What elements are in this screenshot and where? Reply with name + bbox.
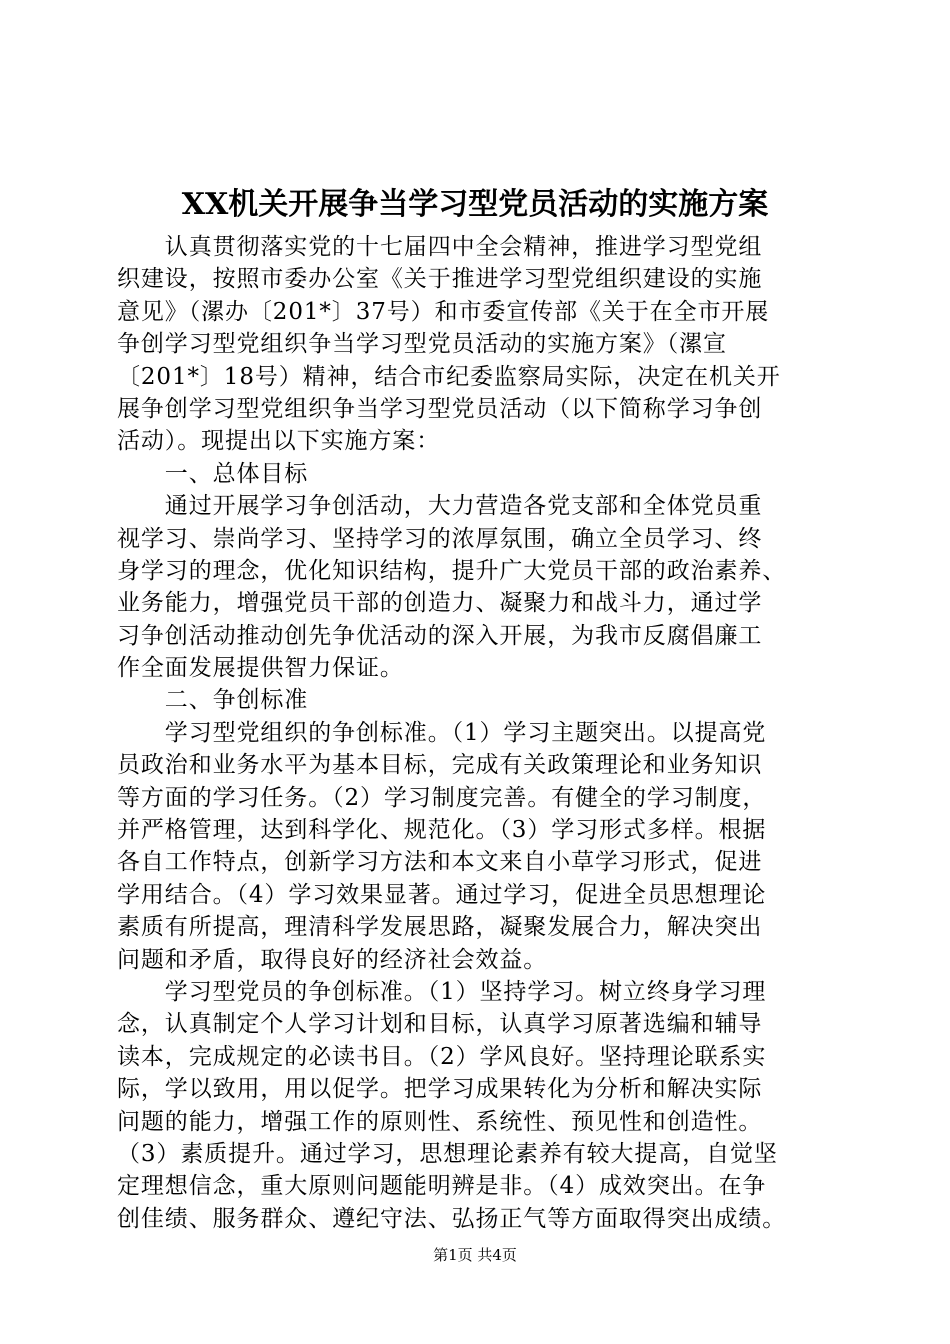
body-line: 学习型党组织的争创标准。（1）学习主题突出。以提高党 [117, 719, 767, 746]
section-heading: 一、总体目标 [117, 460, 309, 487]
body-line: 际，学以致用，用以促学。把学习成果转化为分析和解决实际 [117, 1076, 763, 1103]
body-line: 素质有所提高，理清科学发展思路，凝聚发展合力，解决突出 [117, 914, 763, 941]
section-heading: 二、争创标准 [117, 687, 309, 714]
body-line: 业务能力，增强党员干部的创造力、凝聚力和战斗力，通过学 [117, 590, 763, 617]
body-line: 视学习、崇尚学习、坚持学习的浓厚氛围，确立全员学习、终 [117, 525, 763, 552]
body-line: 通过开展学习争创活动，大力营造各党支部和全体党员重 [117, 493, 763, 520]
body-line: 员政治和业务水平为基本目标，完成有关政策理论和业务知识 [117, 752, 763, 779]
body-line: 念，认真制定个人学习计划和目标，认真学习原著选编和辅导 [117, 1011, 763, 1038]
document-body [117, 231, 837, 1235]
body-line: 等方面的学习任务。（2）学习制度完善。有健全的学习制度， [117, 784, 767, 811]
body-line: 学用结合。（4）学习效果显著。通过学习，促进全员思想理论 [117, 881, 767, 908]
body-line: 意见》（漯办〔201*〕37号）和市委宣传部《关于在全市开展 [117, 298, 770, 325]
body-line: 展争创学习型党组织争当学习型党员活动（以下简称学习争创 [117, 395, 763, 422]
body-line: 认真贯彻落实党的十七届四中全会精神，推进学习型党组 [117, 234, 763, 260]
document-title: XX机关开展争当学习型党员活动的实施方案 [181, 187, 769, 222]
body-line: 争创学习型党组织争当学习型党员活动的实施方案》（漯宣 [117, 331, 727, 358]
body-line: 创佳绩、服务群众、遵纪守法、弘扬正气等方面取得突出成绩。 [117, 1205, 787, 1232]
body-line: 读本，完成规定的必读书目。（2）学风良好。坚持理论联系实 [117, 1043, 767, 1070]
body-line: 织建设，按照市委办公室《关于推进学习型党组织建设的实施 [117, 266, 763, 293]
body-line: 问题的能力，增强工作的原则性、系统性、预见性和创造性。 [117, 1108, 763, 1135]
body-line: 活动）。现提出以下实施方案： [117, 428, 441, 455]
body-line: 定理想信念，重大原则问题能明辨是非。（4）成效突出。在争 [117, 1173, 767, 1200]
body-line: 身学习的理念，优化知识结构，提升广大党员干部的政治素养、 [117, 557, 787, 584]
body-line: 学习型党员的争创标准。（1）坚持学习。树立终身学习理 [117, 978, 767, 1005]
body-line: 各自工作特点，创新学习方法和本文来自小草学习形式，促进 [117, 849, 763, 876]
body-line: 〔201*〕18号）精神，结合市纪委监察局实际，决定在机关开 [117, 363, 781, 390]
body-line: （3）素质提升。通过学习，思想理论素养有较大提高，自觉坚 [117, 1140, 778, 1167]
body-line: 问题和矛盾，取得良好的经济社会效益。 [117, 946, 548, 973]
body-line: 作全面发展提供智力保证。 [117, 655, 404, 682]
body-line: 并严格管理，达到科学化、规范化。（3）学习形式多样。根据 [117, 817, 767, 844]
page-number: 第1页 共4页 [433, 1246, 517, 1264]
body-line: 习争创活动推动创先争优活动的深入开展，为我市反腐倡廉工 [117, 622, 763, 649]
